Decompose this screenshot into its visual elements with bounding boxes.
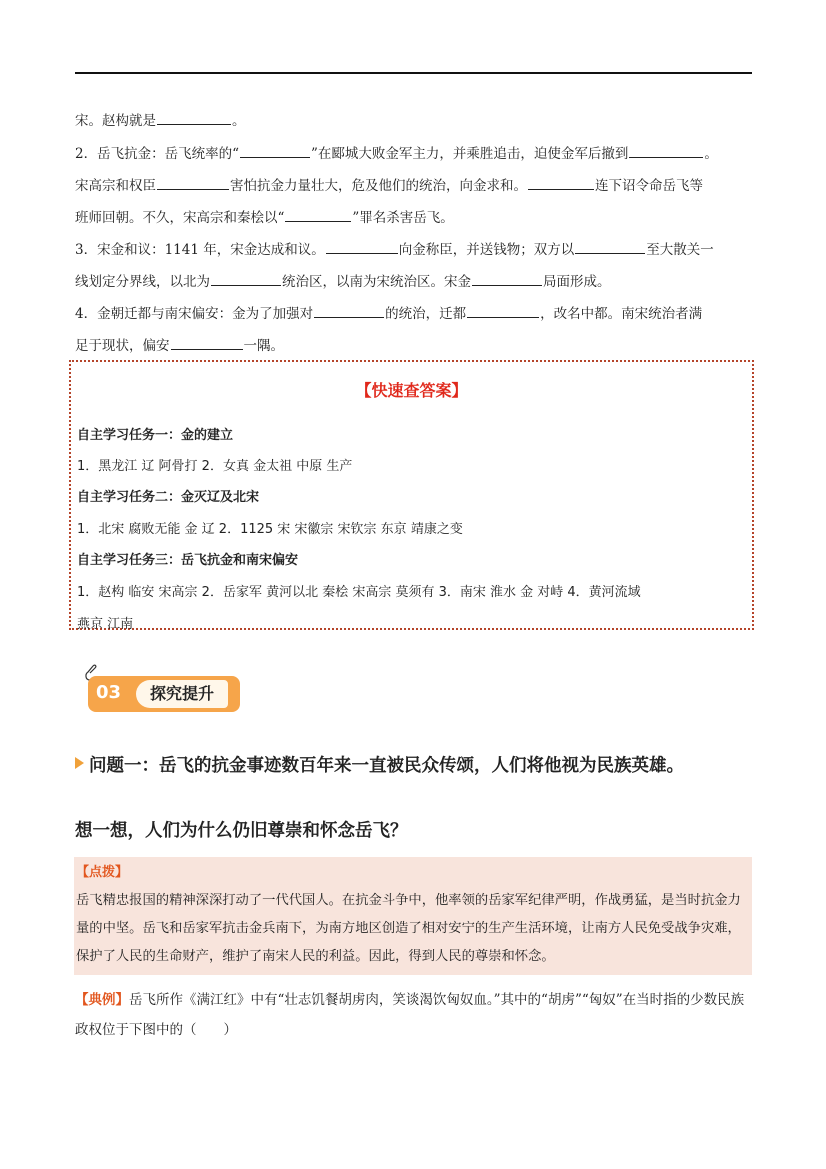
task1-answers: 1．黑龙江 辽 阿骨打 2．女真 金太祖 中原 生产 <box>77 459 353 474</box>
answer-key-title: 【快速查答案】 <box>355 381 468 400</box>
paragraph-3-line2: 线划定分界线，以北为 统治区，以南为宋统治区。宋金 局面形成。 <box>75 271 765 292</box>
blank-field[interactable] <box>171 335 243 350</box>
paragraph-3-line1: 3．宋金和议：1141 年，宋金达成和议。 向金称臣，并送钱物；双方以 至大散关一 <box>75 239 765 260</box>
header-rule <box>75 72 752 74</box>
answer-key-box <box>69 360 754 630</box>
triangle-bullet-icon <box>75 757 84 769</box>
blank-field[interactable] <box>467 303 539 318</box>
paragraph-4-line2: 足于现状，偏安 一隅。 <box>75 335 765 356</box>
hint-text: 岳飞精忠报国的精神深深打动了一代代国人。在抗金斗争中，他率领的岳家军纪律严明，作战勇猛，是当时抗金力量的中坚。岳飞和岳家军抗击金兵南下，为南方地区创造了相对安宁的生产生活环境，让南方人民免受战争灾难，保护了人民的生命财产，维护了南宋人民的利益。因此，得到人民的尊崇和怀念。 <box>76 893 741 964</box>
task3-answers: 1．赵构 临安 宋高宗 2．岳家军 黄河以北 秦桧 宋高宗 莫须有 3．南宋 淮水 金 对峙 4．黄河流域 <box>77 585 641 600</box>
blank-field[interactable] <box>575 239 645 254</box>
example-tag: 【典例】 <box>75 992 129 1008</box>
task1-heading: 自主学习任务一：金的建立 <box>77 428 234 443</box>
task2-heading: 自主学习任务二：金灭辽及北宋 <box>77 490 260 505</box>
example-question <box>75 985 755 1045</box>
section-number: 03 <box>96 682 122 703</box>
paragraph-2-line3: 班师回朝。不久，宋高宗和秦桧以“ ”罪名杀害岳飞。 <box>75 207 765 228</box>
think-prompt: 想一想，人们为什么仍旧尊崇和怀念岳飞？ <box>75 821 408 841</box>
paragraph-4-line1: 4．金朝迁都与南宋偏安：金为了加强对 的统治，迁都 ，改名中都。南宋统治者满 <box>75 303 765 324</box>
blank-field[interactable] <box>528 175 594 190</box>
hint-box <box>74 857 752 975</box>
blank-field[interactable] <box>314 303 384 318</box>
blank-field[interactable] <box>157 110 231 125</box>
blank-field[interactable] <box>285 207 351 222</box>
blank-field[interactable] <box>157 175 229 190</box>
section-label: 探究提升 <box>136 680 228 708</box>
task3-heading: 自主学习任务三：岳飞抗金和南宋偏安 <box>77 553 299 568</box>
paragraph-2-line2: 宋高宗和权臣 害怕抗金力量壮大，危及他们的统治，向金求和。 连下诏令命岳飞等 <box>75 175 765 196</box>
blank-field[interactable] <box>326 239 398 254</box>
question-heading: 问题一：岳飞的抗金事迹数百年来一直被民众传颂，人们将他视为民族英雄。 <box>75 752 684 777</box>
blank-field[interactable] <box>240 143 310 158</box>
task3-answers-cont: 燕京 江南 <box>77 617 134 632</box>
section-badge <box>82 660 242 715</box>
example-text: 岳飞所作《满江红》中有“壮志饥餐胡虏肉，笑谈渴饮匈奴血。”其中的“胡虏”“匈奴”在当时指的少数民族政权位于下图中的（ ） <box>75 992 745 1038</box>
hint-title: 【点拨】 <box>76 865 129 880</box>
paragraph-2-line1: 2．岳飞抗金：岳飞统率的“ ”在郾城大败金军主力，并乘胜追击，迫使金军后撤到 。 <box>75 143 765 164</box>
paragraph-1-tail: 宋。赵构就是 。 <box>75 110 765 131</box>
blank-field[interactable] <box>211 271 281 286</box>
blank-field[interactable] <box>472 271 542 286</box>
blank-field[interactable] <box>629 143 703 158</box>
task2-answers: 1．北宋 腐败无能 金 辽 2．1125 宋 宋徽宗 宋钦宗 东京 靖康之变 <box>77 522 463 537</box>
